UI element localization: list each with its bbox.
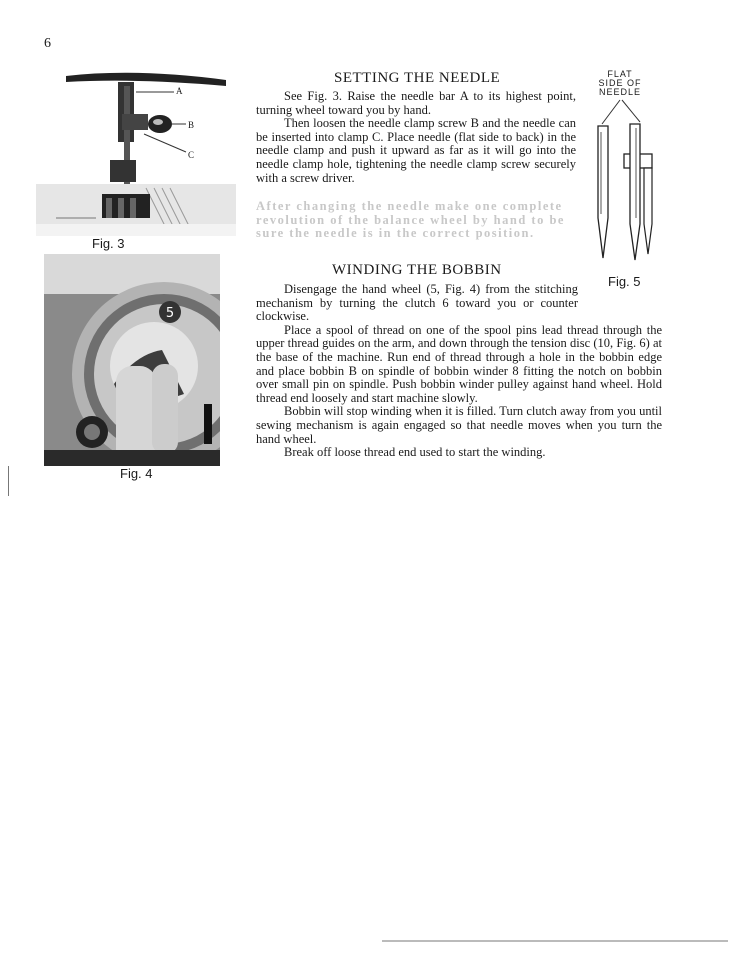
fig5-label <box>594 70 646 97</box>
fig5-label-line3: NEEDLE <box>598 87 641 97</box>
setting-needle-note: After changing the needle make one complete revolution of the balance wheel by hand to be sure the needle is in the correct position. <box>256 199 565 241</box>
fig4-marker: 5 <box>165 306 175 321</box>
setting-needle-text <box>256 90 576 185</box>
winding-bobbin-p4: Break off loose thread end used to start the winding. <box>284 445 546 460</box>
fig5-caption: Fig. 5 <box>608 274 641 289</box>
fig5-diagram <box>584 98 664 264</box>
setting-needle-p1: See Fig. 3. Raise the needle bar A to its highest point, turning wheel toward you by hand. <box>256 89 576 117</box>
bottom-rule <box>382 940 728 942</box>
fig3-label-b: B <box>188 120 195 130</box>
fig4-caption: Fig. 4 <box>120 466 153 481</box>
setting-needle-title: SETTING THE NEEDLE <box>334 70 501 86</box>
fig3-label-c: C <box>188 150 195 160</box>
page-number: 6 <box>44 36 51 51</box>
fig3-caption: Fig. 3 <box>92 236 125 251</box>
fig3-label-a: A <box>176 86 183 96</box>
setting-needle-p2: Then loosen the needle clamp screw B and the needle can be inserted into clamp C. Place needle (flat side to back) in the needle clamp and push it upward as far as it will go into the needle clamp hole, tightening the needle clamp screw securely with a screw driver. <box>256 116 576 185</box>
fig3-photo <box>36 68 236 236</box>
winding-bobbin-p3: Bobbin will stop winding when it is filled. Turn clutch away from you until sewing mechanism is again engaged so that needle moves when you turn the hand wheel. <box>256 404 662 446</box>
margin-mark <box>8 466 9 496</box>
winding-bobbin-p1: Disengage the hand wheel (5, Fig. 4) from the stitching mechanism by turning the clutch 6 toward you or counter clockwise. <box>256 282 578 324</box>
fig5-label-line2: SIDE OF <box>598 78 642 88</box>
fig4-photo <box>44 254 220 466</box>
winding-bobbin-text <box>256 283 662 460</box>
winding-bobbin-p2: Place a spool of thread on one of the spool pins lead thread through the upper thread guides on the arm, and down through the tension disc (10, Fig. 6) at the base of the machine. Run end of thread through a hole in the bobbin edge and place bobbin B on spindle of bobbin winder 8 fitting the notch on bobbin over small pin on spindle. Push bobbin winder pulley against hand wheel. Hold thread end loosely and start machine slowly. <box>256 322 662 405</box>
winding-bobbin-title: WINDING THE BOBBIN <box>332 262 502 278</box>
fig5-label-line1: FLAT <box>607 69 633 79</box>
